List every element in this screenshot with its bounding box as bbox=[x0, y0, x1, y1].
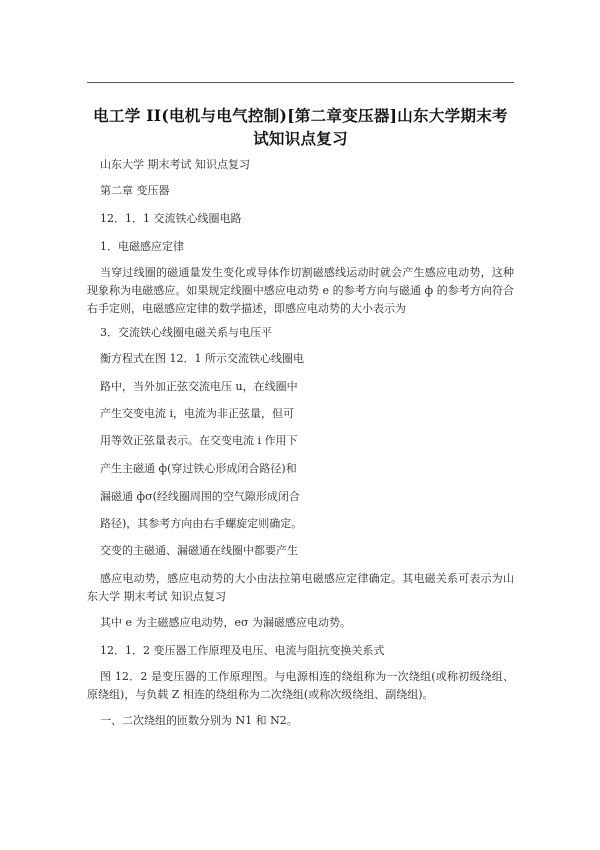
text-line: 路径)，其参考方向由右手螺旋定则确定。 bbox=[100, 517, 303, 530]
text-line: 交变的主磁通、漏磁通在线圈中都要产生 bbox=[100, 544, 298, 557]
text-line: 路中，当外加正弦交流电压 u，在线圈中 bbox=[100, 380, 298, 393]
text-line: 漏磁通 фσ(经线圈周围的空气隙形成闭合 bbox=[100, 490, 300, 503]
text-line: 一、二次绕组的匝数分别为 N1 和 N2。 bbox=[100, 714, 298, 727]
header-rule bbox=[87, 82, 514, 83]
text-line: 其中 e 为主磁感应电动势，eσ 为漏磁感应电动势。 bbox=[100, 616, 352, 629]
section-heading: 12．1．1 交流铁心线圈电路 bbox=[100, 212, 242, 225]
chapter-heading: 第二章 变压器 bbox=[100, 184, 170, 197]
paragraph: 感应电动势，感应电动势的大小由法拉第电磁感应定律确定。其电磁关系可表示为山东大学 期末考试 知识点复习 bbox=[87, 572, 514, 603]
paragraph: 图 12．2 是变压器的工作原理图。与电源相连的绕组称为一次绕组(或称初级绕组、原绕组)，与负载 Z 相连的绕组称为二次绕组(或称次级绕组、副绕组)。 bbox=[87, 670, 514, 701]
subsection-heading: 1．电磁感应定律 bbox=[100, 240, 184, 253]
subsection-heading: 3．交流铁心线圈电磁关系与电压平 bbox=[100, 326, 272, 339]
text-line: 产生交变电流 i，电流为非正弦量，但可 bbox=[100, 407, 295, 420]
text-line: 产生主磁通 ф(穿过铁心形成闭合路径)和 bbox=[100, 462, 297, 475]
paragraph: 当穿过线圈的磁通量发生变化或导体作切割磁感线运动时就会产生感应电动势，这种现象称为电磁感应。如果规定线圈中感应电动势 e 的参考方向与磁通 ф 的参考方向符合右手定则，电磁感应定律的数学描述，即感应电动势的大小表示为 bbox=[87, 266, 514, 315]
text-line: 山东大学 期末考试 知识点复习 bbox=[100, 158, 250, 171]
text-line: 衡方程式在图 12．1 所示交流铁心线圈电 bbox=[100, 352, 304, 365]
text-line: 用等效正弦量表示。在交变电流 i 作用下 bbox=[100, 434, 298, 447]
section-heading: 12．1．2 变压器工作原理及电压、电流与阻抗变换关系式 bbox=[100, 644, 385, 657]
document-title: 电工学 II(电机与电气控制)[第二章变压器]山东大学期末考试知识点复习 bbox=[93, 106, 508, 148]
